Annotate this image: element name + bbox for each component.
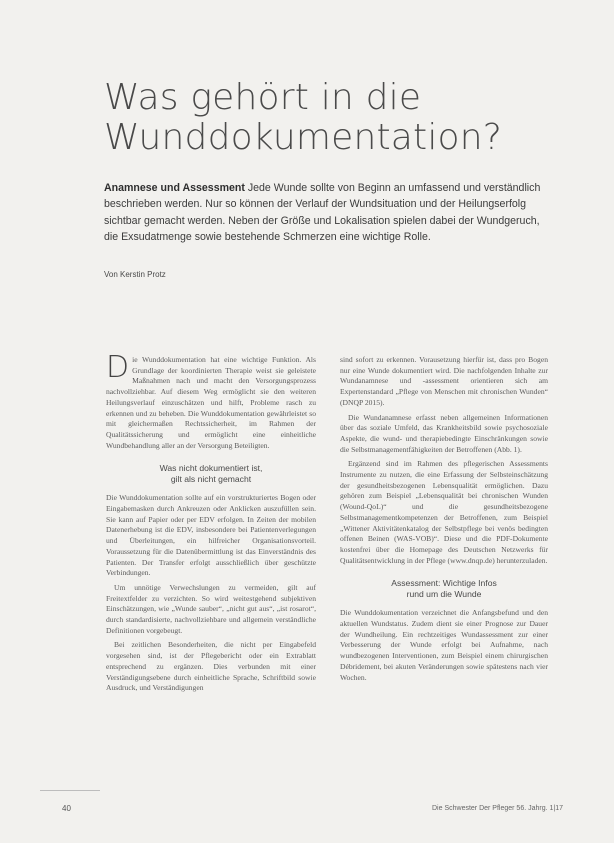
section-subheading [340,578,548,600]
text-column-right [340,355,548,687]
article-lead [104,180,544,246]
drop-cap: D [106,350,130,385]
paragraph: Um unnötige Verwechslungen zu vermeiden, gilt auf Freitextfelder zu verzichten. So wird weitestgehend subjektiven Einschätzungen, wie „Wunde sauber“, „nicht gut aus“, „ist rosarot“, durch standardisierte, nachvollziehbare und allgemein verständliche Definitionen vorgebeugt. [106,582,316,635]
subheading-line-1: Assessment: Wichtige Infos [391,578,497,589]
subheading-line-1: Was nicht dokumentiert ist, [159,463,263,474]
page-number: 40 [62,804,71,813]
text-column-left [106,350,316,698]
paragraph-text: ie Wunddokumentation hat eine wichtige Funktion. Als Grundlage der koordinierten Therapie weist sie geleistete Maßnahmen nach und macht den Versorgungsprozess nachvollziehbar. Auf diesem Weg ermöglicht sie den weiteren Heilungsverlauf einzuschätzen und hilft, Probleme rasch zu erkennen und zu beheben. Die Wunddokumentation gewährleistet so mit gleichermaßen Rechtssicherheit, im Rahmen der Qualitätssicherung und ermöglicht eine einheitliche Wundbehandlung aller an der Versorgung Beteiligten. [106,355,316,450]
subheading-line-2: rund um die Wunde [406,589,482,600]
publication-source: Die Schwester Der Pfleger 56. Jahrg. 1|17 [432,805,563,812]
lead-bold: Anamnese und Assessment [104,182,245,194]
paragraph: Die Wunddokumentation verzeichnet die Anfangsbefund und den aktuellen Wundstatus. Zudem dient sie einer Prognose zur Dauer der Wundheilung. Ein rechtzeitiges Wundassessment zur einer Verbesserung der Wunde erfolgt bei Aufnahme, nach wundbezogenen Interventionen, zum Beispiel einem chirurgischen Débridement, bei akuten Veränderungen sowie spätestens nach vier Wochen. [340,608,548,682]
paragraph: Bei zeitlichen Besonderheiten, die nicht per Eingabefeld vorgesehen sind, ist der Pflegebericht oder ein Extrablatt entsprechend zu ergänzen. Dies verbunden mit einer Verständigungsebene durch einheitliche Sprache, Schriftbild sowie Ausdruck, und Verständigungen [106,640,316,693]
lead-text: Jede Wunde sollte von Beginn an umfassend und verständlich beschrieben werden. Nur so können der Verlauf der Wundsituation und der Heilungserfolg sichtbar gemacht werden. Neben der Größe und Lokalisation spielen dabei der Wundgeruch, die Exsudatmenge sowie bestehende Schmerzen eine wichtige Rolle. [104,182,541,244]
article-title [104,78,574,158]
title-line-1: Was gehört in die [104,77,422,118]
author-byline: Von Kerstin Protz [104,270,166,279]
paragraph: sind sofort zu erkennen. Vorausetzung hierfür ist, dass pro Bogen nur eine Wunde dokumentiert wird. Die nachfolgenden Inhalte zur Wundanamnese und -assessment orientieren sich am Expertenstandard „Pflege von Menschen mit chronischen Wunden“ (DNQP 2015). [340,355,548,407]
paragraph: Die Wunddokumentation sollte auf ein vorstrukturiertes Bogen oder Eingabemasken durch Ankreuzen oder Anklicken auszufüllen sein. Sie kann auf Papier oder per EDV erfolgen. In Zeiten der mobilen Datenerhebung ist die EDV, insbesondere bei Patientenverlegungen und Überleitungen, ein hilfreicher Organisationsvorteil. Voraussetzung für die Datenübermittlung ist das Einverständnis des Patienten. Der Transfer erfolgt ausschließlich über geschützte Verbindungen. [106,493,316,578]
paragraph [106,350,316,451]
paragraph: Ergänzend sind im Rahmen des pflegerischen Assessments Instrumente zu nutzen, die eine Erfassung der Selbsteinschätzung der gesundheitsbezogenen Lebensqualität ermöglichen. Dazu gehören zum Beispiel „Lebensqualität bei chronischen Wunden (Wound-QoL)“ und die gesundheitsbezogene Selbstmanagementkompetenzen der Betroffenen, zum Beispiel „Wittener Aktivitätenkatalog der Selbstpflege bei venös bedingten offenen Beinen (WAS-VOB)“. Diese und die PDF-Dokumente kostenfrei über die Homepage des Deutschen Netzwerks für Qualitätsentwicklung in der Pflege (www.dnqp.de) herunterzuladen. [340,459,548,565]
title-line-2: Wunddokumentation? [104,117,503,158]
section-subheading [106,463,316,485]
paragraph: Die Wundanamnese erfasst neben allgemeinen Informationen über das soziale Umfeld, das Krankheitsbild sowie psychosoziale Aspekte, die wund- und therapiebedingte Einschränkungen sowie die Selbstmanagementfähigkeiten der Betroffenen (Abb. 1). [340,412,548,454]
footer-rule [40,790,100,791]
subheading-line-2: gilt als nicht gemacht [170,474,252,485]
